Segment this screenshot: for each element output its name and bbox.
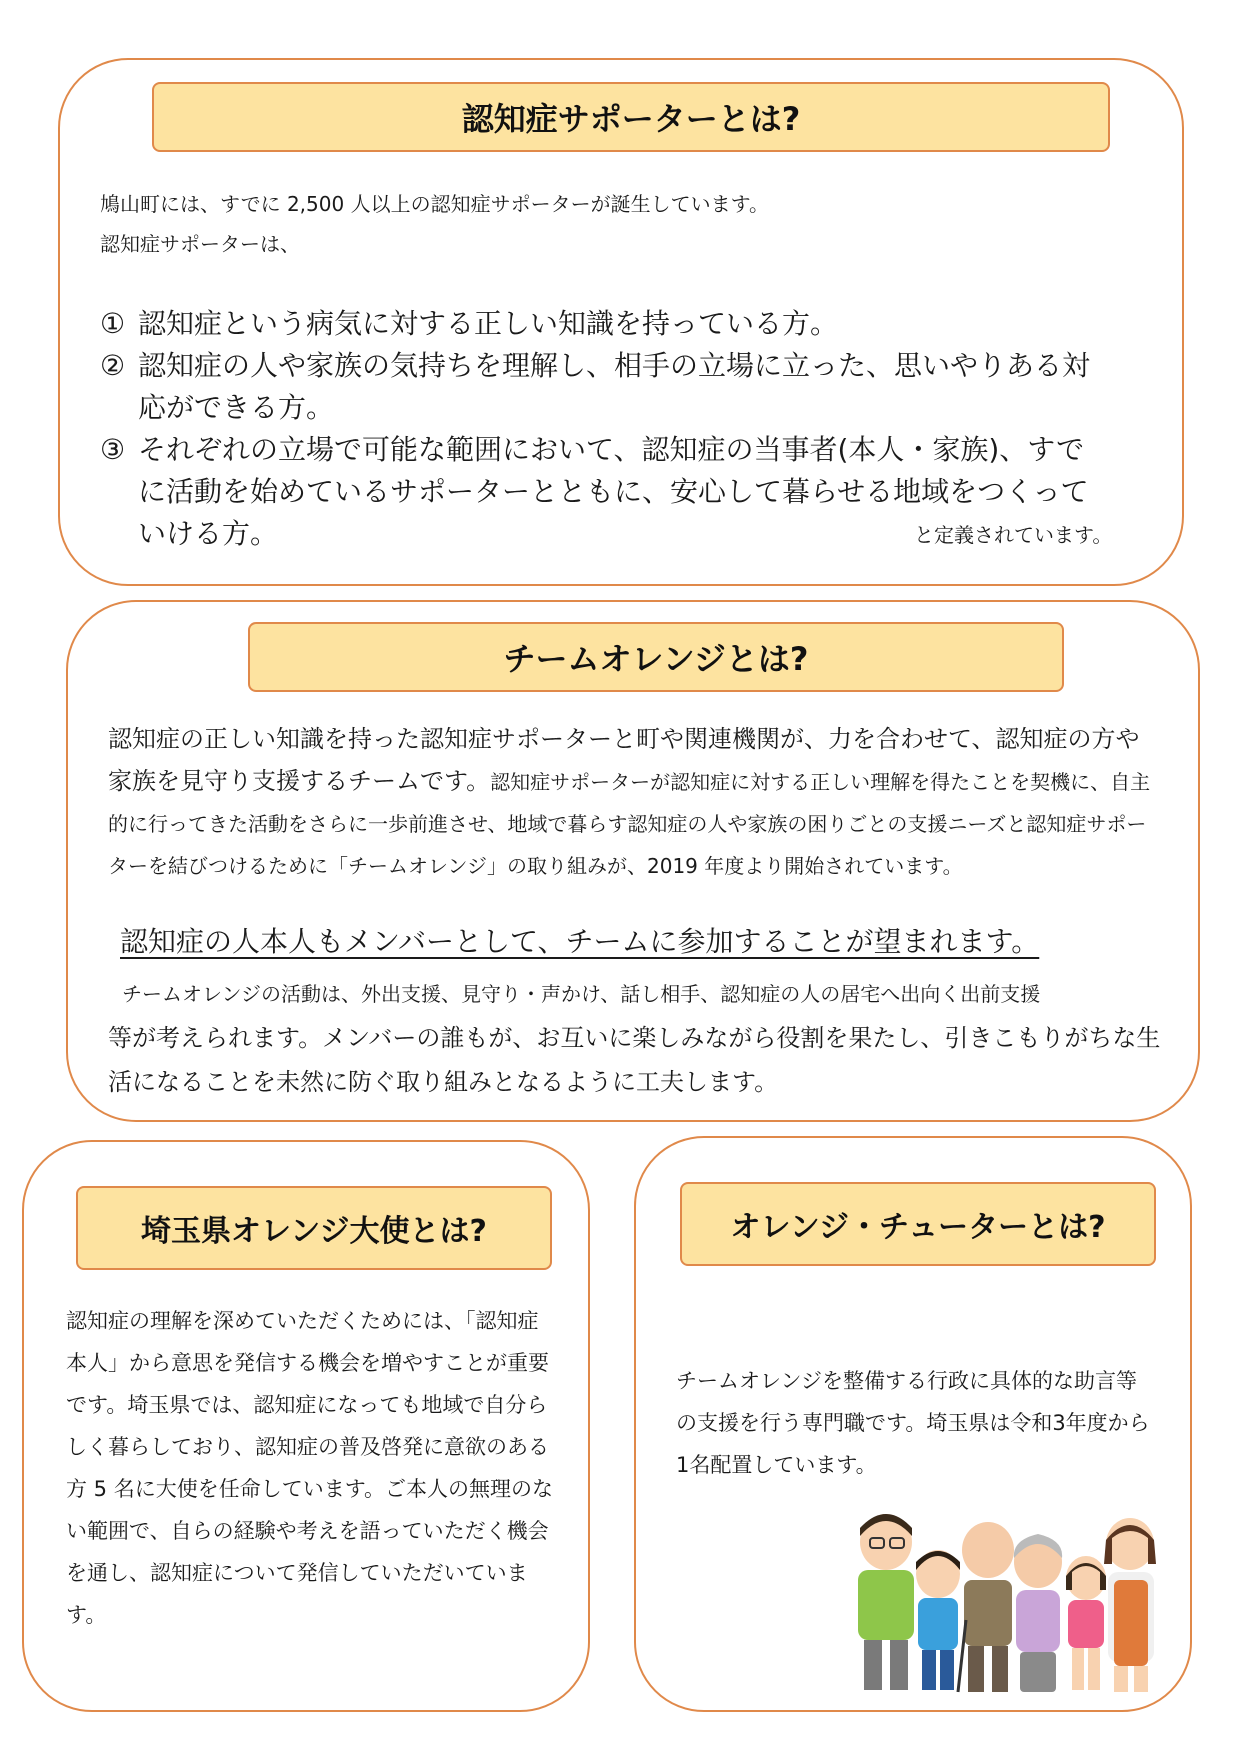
item-text: 認知症の人や家族の気持ちを理解し、相手の立場に立った、思いやりある対応ができる方。 [138,349,1091,424]
team-orange-p1-large: 認知症の正しい知識を持った認知症サポーターと町や関連機関が、力を合わせて、認知症の方や家族を見守り支援するチームです。 [108,725,1140,795]
grandfather-figure [958,1522,1014,1692]
team-orange-p2-large: 等が考えられます。メンバーの誰もが、お互いに楽しみながら役割を果たし、引きこもりがちな生活になることを未然に防ぐ取り組みとなるように工夫します。 [108,1024,1161,1096]
supporter-closing: と定義されています。 [914,523,1113,547]
family-illustration [838,1500,1178,1700]
man-figure [858,1514,914,1690]
team-orange-paragraph-1 [108,718,1158,887]
woman-figure [1104,1518,1156,1692]
item-text: 認知症という病気に対する正しい知識を持っている方。 [138,307,839,340]
tutor-body: チームオレンジを整備する行政に具体的な助言等の支援を行う専門職です。埼玉県は令和3年度から1名配置しています。 [676,1369,1150,1477]
supporter-intro-1: 鳩山町には、すでに 2,500 人以上の認知症サポーターが誕生しています。 [100,192,769,216]
item-number: ③ [100,433,126,466]
supporter-definition-list [100,303,1113,555]
item-number: ② [100,349,126,382]
team-orange-paragraph-2 [108,972,1168,1104]
supporter-intro-2: 認知症サポーターは、 [100,232,300,256]
grandmother-figure [1014,1534,1062,1692]
section-ambassador-title: 埼玉県オレンジ大使とは? [76,1186,552,1270]
definition-item [100,303,1110,345]
team-orange-emphasis: 認知症の人本人もメンバーとして、チームに参加することが望まれます。 [120,925,1040,958]
team-orange-p1-small: 認知症サポーターが認知症に対する正しい理解を得たことを契機に、自主的に行ってきた活動をさらに一歩前進させ、地域で暮らす認知症の人や家族の困りごとの支援ニーズと認知症サポーターを結びつけるために「チームオレンジ」の取り組みが、2019 年度より開始されています。 [108,770,1151,878]
section-tutor-title: オレンジ・チューターとは? [680,1182,1156,1266]
team-orange-p2-small: チームオレンジの活動は、外出支援、見守り・声かけ、話し相手、認知症の人の居宅へ出向く出前支援 [122,982,1041,1006]
section-supporter-title: 認知症サポーターとは? [152,82,1110,152]
definition-item [100,345,1110,429]
item-text: それぞれの立場で可能な範囲において、認知症の当事者(本人・家族)、すでに活動を始めているサポーターとともに、安心して暮らせる地域をつくっていける方。 [138,433,1089,550]
section-team-orange-title: チームオレンジとは? [248,622,1064,692]
girl-figure [1066,1556,1106,1690]
item-number: ① [100,307,126,340]
boy-figure [916,1550,960,1690]
ambassador-body: 認知症の理解を深めていただくためには、「認知症本人」から意思を発信する機会を増やすことが重要です。埼玉県では、認知症になっても地域で自分らしく暮らしており、認知症の普及啓発に意欲のある方 5 名に大使を任命しています。ご本人の無理のない範囲で、自らの経験や考えを語っていただく機会を通し、認知症について発信していただいています。 [66,1309,554,1627]
